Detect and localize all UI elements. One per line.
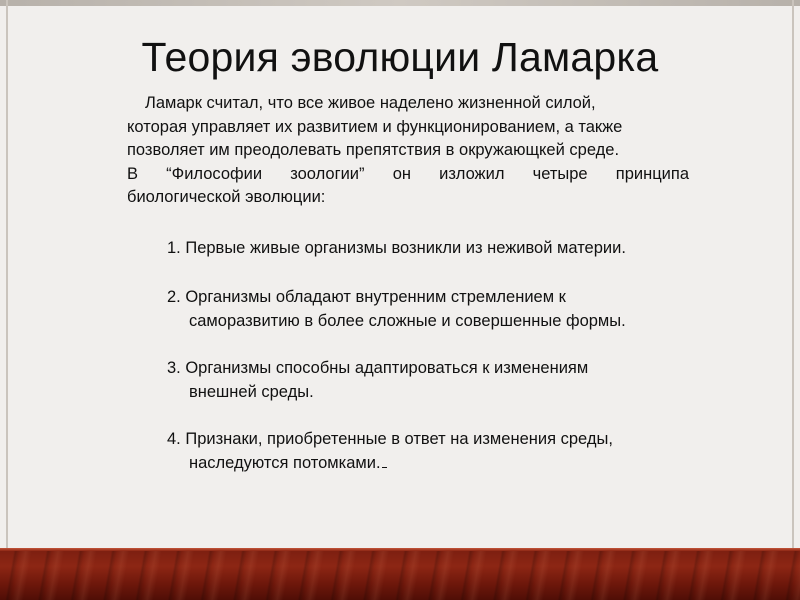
principle-1 xyxy=(167,236,626,260)
principle-3 xyxy=(167,356,588,404)
intro-line: которая управляет их развитием и функционированием, а также xyxy=(127,117,623,136)
principle-4 xyxy=(167,427,613,475)
principle-line: внешней среды. xyxy=(189,383,314,401)
principle-line-last xyxy=(167,451,613,475)
underline-mark xyxy=(382,453,387,468)
bottom-decor-bar xyxy=(0,548,800,600)
intro-line: позволяет им преодолевать препятствия в окружающкей среде. xyxy=(127,141,620,159)
intro-line: биологической эволюции: xyxy=(127,188,326,206)
principle-line: наследуются потомками. xyxy=(189,454,381,472)
principle-line: 1. Первые живые организмы возникли из неживой материи. xyxy=(167,239,626,257)
principle-line: 4. Признаки, приобретенные в ответ на изменения среды, xyxy=(167,430,613,448)
slide-title: Теория эволюции Ламарка xyxy=(141,34,659,80)
principle-2 xyxy=(167,285,626,333)
principle-line: 3. Организмы способны адаптироваться к изменениям xyxy=(167,359,589,377)
intro-line: Ламарк считал, что все живое наделено жизненной силой, xyxy=(145,94,596,112)
intro-paragraph xyxy=(127,92,689,210)
principle-line: саморазвитию в более сложные и совершенные формы. xyxy=(189,312,626,330)
intro-line: В “Философии зоологии” он изложил четыре принципа xyxy=(127,164,689,183)
principle-line: 2. Организмы обладают внутренним стремлением к xyxy=(167,288,566,306)
